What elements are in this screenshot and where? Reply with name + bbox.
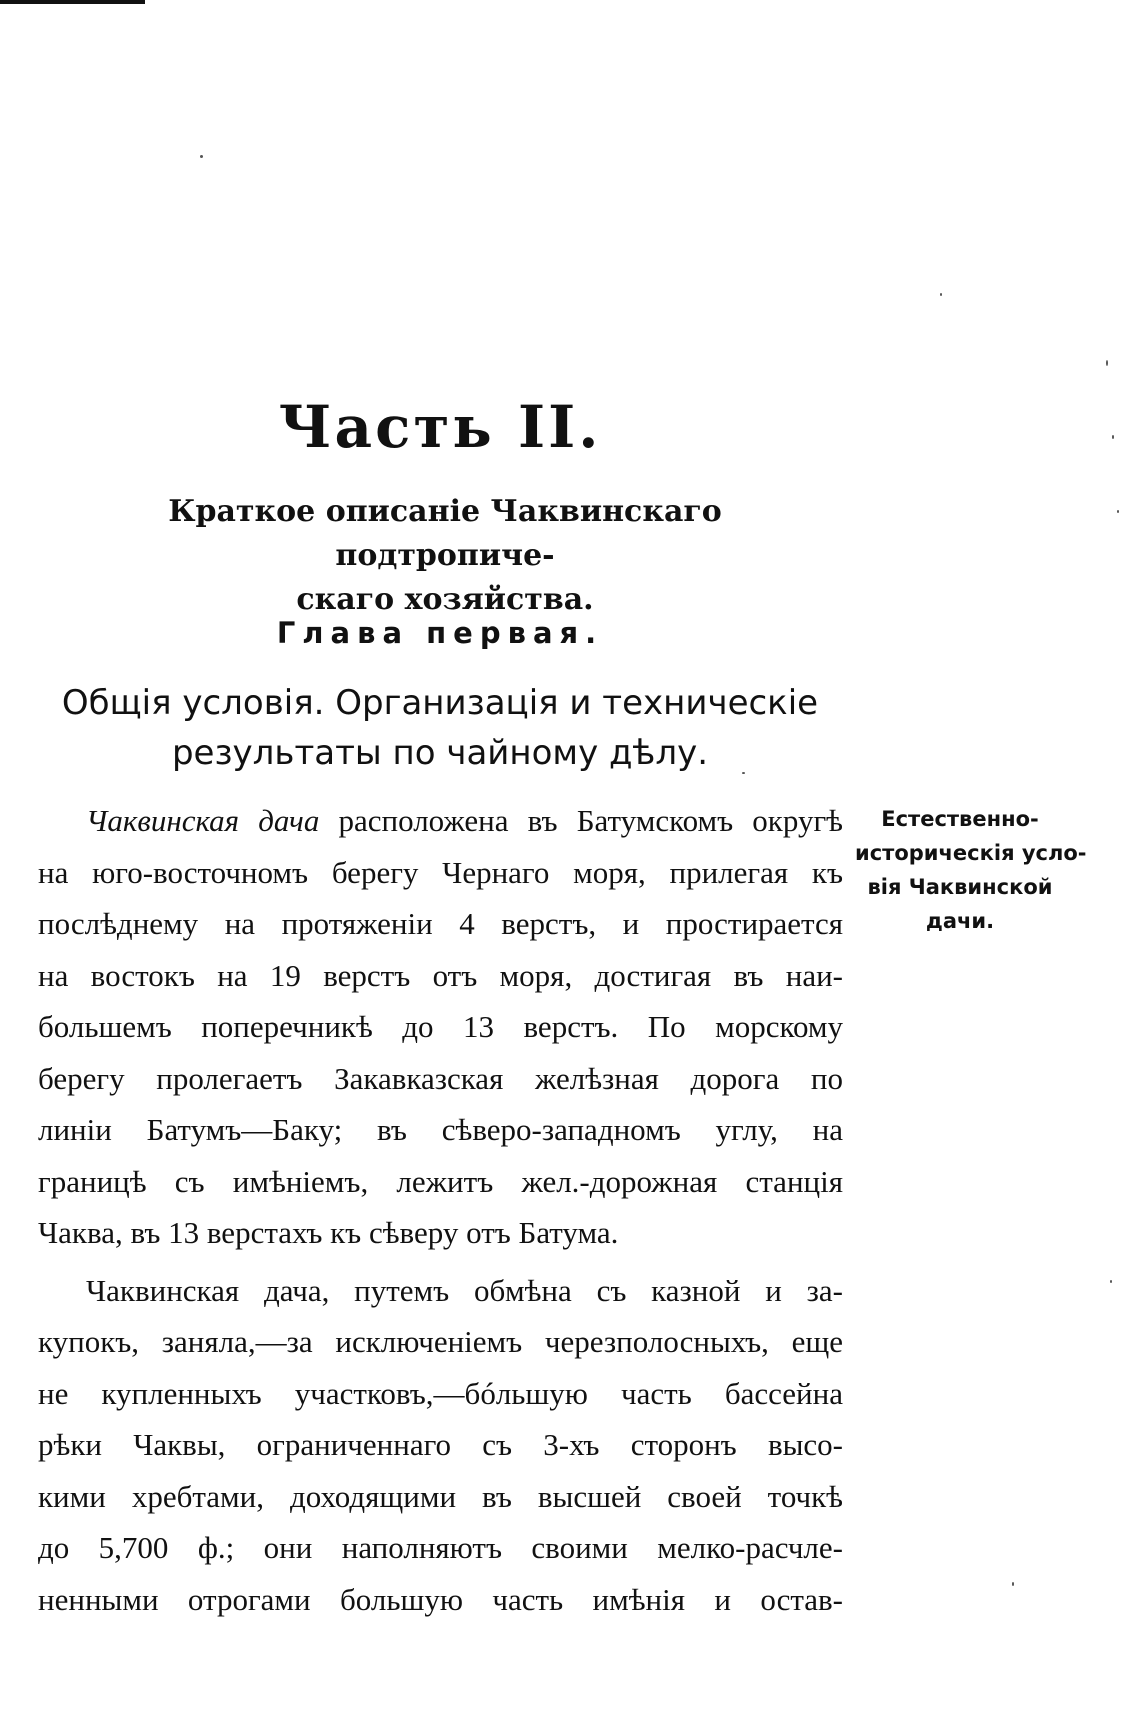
margin-note-line: историческія усло- xyxy=(855,841,1087,865)
section-title xyxy=(30,678,850,778)
text-line xyxy=(38,795,843,847)
text-line: на востокъ на 19 верстъ отъ моря, достигая въ наи- xyxy=(38,957,843,993)
lead-italic-phrase: Чаквинская дача xyxy=(86,803,320,838)
subtitle-line: Краткое описаніе Чаквинскаго подтропиче- xyxy=(168,494,722,573)
chapter-heading: Глава первая. xyxy=(276,616,604,650)
section-title-line: Общія условія. Организація и техническіе xyxy=(61,683,819,723)
body-text xyxy=(38,795,843,1625)
part-subtitle xyxy=(60,490,830,622)
paragraph-1 xyxy=(38,795,843,1259)
text-line: линіи Батумъ—Баку; въ сѣверо-западномъ углу, на xyxy=(38,1112,843,1147)
scan-speck xyxy=(742,772,745,774)
subtitle-line: скаго хозяйства. xyxy=(296,582,594,617)
paragraph-2 xyxy=(38,1265,843,1626)
margin-note-line: дачи. xyxy=(925,909,995,933)
top-rule xyxy=(0,0,145,4)
text-line: послѣднему на протяженіи 4 верстъ, и простирается xyxy=(38,906,843,941)
text-line: границѣ съ имѣніемъ, лежитъ жел.-дорожная станція xyxy=(38,1163,843,1199)
text-line: купокъ, заняла,—за исключеніемъ черезполосныхъ, еще xyxy=(38,1324,843,1359)
margin-note xyxy=(855,802,1087,938)
scan-speck xyxy=(1106,360,1108,366)
text-fragment: расположена въ Батумскомъ округѣ xyxy=(319,803,843,838)
text-line: Чаква, въ 13 верстахъ къ сѣверу отъ Батума. xyxy=(38,1215,619,1250)
scan-speck xyxy=(1117,510,1119,513)
text-line: на юго-восточномъ берегу Чернаго моря, прилегая къ xyxy=(38,854,843,890)
text-line: рѣки Чаквы, ограниченнаго съ 3-хъ сторонъ высо- xyxy=(38,1427,843,1462)
text-line: большемъ поперечникѣ до 13 верстъ. По морскому xyxy=(38,1009,843,1044)
text-line: до 5,700 ф.; они наполняютъ своими мелко-расчле- xyxy=(38,1530,843,1565)
margin-note-line: вія Чаквинской xyxy=(867,875,1053,899)
part-title: Часть II. xyxy=(278,393,602,461)
text-line: кими хребтами, доходящими въ высшей своей точкѣ xyxy=(38,1478,843,1514)
scan-speck xyxy=(940,293,942,296)
scan-speck xyxy=(200,155,203,158)
text-line: берегу пролегаетъ Закавказская желѣзная дорога по xyxy=(38,1060,843,1096)
text-line: Чаквинская дача, путемъ обмѣна съ казной и за- xyxy=(86,1272,843,1308)
text-line: ненными отрогами большую часть имѣнія и остав- xyxy=(38,1581,843,1617)
scan-speck xyxy=(1110,1280,1112,1283)
scan-speck xyxy=(1012,1582,1014,1586)
margin-note-line: Естественно- xyxy=(881,807,1039,831)
text-line: не купленныхъ участковъ,—бóльшую часть бассейна xyxy=(38,1375,843,1411)
section-title-line: результаты по чайному дѣлу. xyxy=(171,733,709,773)
scan-speck xyxy=(1112,435,1114,439)
